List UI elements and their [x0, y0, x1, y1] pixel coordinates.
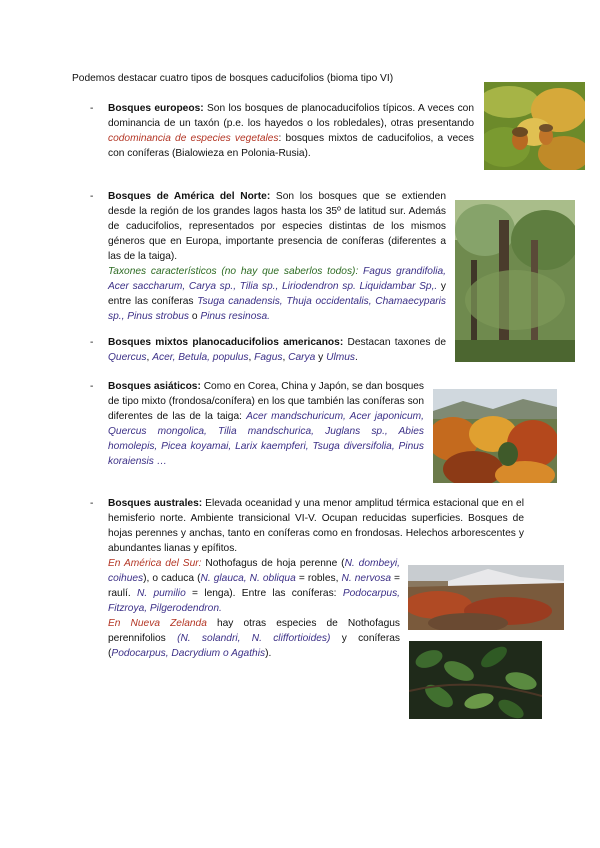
- body-text: hay otras especies de Nothofagus perennifolios: [108, 618, 401, 644]
- species-list: Quercus: [108, 352, 147, 363]
- body-text: Como en Corea, China y Japón, se dan bosques de tipo mixto (frondosa/conífera) en los que también las coníferas son diferentes de las de la taiga:: [108, 381, 424, 422]
- body-text: y entre las coníferas: [108, 281, 446, 307]
- section-austral-detail: [108, 556, 400, 661]
- bullet-dash: -: [90, 191, 94, 202]
- species-list: (N. solandri, N. cliffortioides): [177, 633, 331, 644]
- patagonia-lenga-photo: [408, 565, 564, 630]
- species-list: Ulmus: [326, 352, 355, 363]
- body-text: ).: [265, 648, 272, 659]
- body-text: Destacan taxones de: [343, 337, 446, 348]
- section-title: Bosques mixtos planocaducifolios americanos:: [108, 337, 344, 348]
- species-list: Tsuga canadensis, Thuja occidentalis, Chamaecyparis sp., Pinus strobus: [108, 296, 447, 322]
- body-text: ,: [282, 352, 289, 363]
- forest-photo: [455, 200, 575, 362]
- species-list: Pinus resinosa.: [200, 311, 270, 322]
- body-text: Elevada oceanidad y una menor amplitud térmica estacional que en el hemisferio norte. Ambiente transicional VI-V. Ocupan reducidas superficies. Bosques de hojas perennes y anchas, tanto en coníferas como en frondosas. Helechos arborescentes y abundantes lianas y epífitos.: [108, 498, 524, 554]
- body-text: : bosques mixtos de caducifolios, a veces con coníferas (Bialowieza en Polonia-Rusia).: [108, 133, 474, 159]
- body-text: = lenga). Entre las coníferas:: [185, 588, 343, 599]
- highlight-text: codominancia de especies vegetales: [108, 133, 279, 144]
- body-text: y: [315, 352, 327, 363]
- species-list: Fagus: [254, 352, 283, 363]
- body-text: = raulí.: [108, 573, 400, 599]
- body-text: ,: [248, 352, 255, 363]
- section-title: Bosques de América del Norte:: [108, 191, 271, 202]
- species-list: Podocarpus, Dacrydium o Agathis: [111, 648, 266, 659]
- bullet-dash: -: [90, 381, 94, 392]
- body-text: Son los bosques de planocaducifolios típicos. A veces con dominancia de un taxón (p.e. los hayedos o los robledales), otras presentando: [108, 103, 474, 129]
- bullet-dash: -: [90, 337, 94, 348]
- body-text: y coníferas (: [108, 633, 400, 659]
- body-text: o: [188, 311, 201, 322]
- nothofagus-leaves-photo: [409, 641, 542, 719]
- acorn-oak-photo: [484, 82, 585, 170]
- bullet-dash: -: [90, 498, 94, 509]
- species-list: N. nervosa: [341, 573, 391, 584]
- bullet-dash: -: [90, 103, 94, 114]
- section-europe-text: [108, 101, 474, 161]
- species-list: N. dombeyi, coihues: [108, 558, 401, 584]
- species-list: Podocarpus, Fitzroya, Pilgerodendron.: [108, 588, 401, 614]
- body-text: = robles,: [295, 573, 342, 584]
- species-list: Acer mandschuricum, Acer japonicum, Quercus mongolica, Tilia mandschurica, Juglans sp., Abies homolepis, Picea koyamai, Larix kaempferi, Tsuga diversifolia, Pinus koraiensis …: [108, 411, 424, 467]
- autumn-forest-photo: [433, 389, 557, 483]
- species-list: Acer, Betula, populus: [152, 352, 249, 363]
- region-label: En América del Sur:: [108, 558, 202, 569]
- section-mixed-american-text: [108, 335, 446, 365]
- species-list: Fagus grandifolia, Acer saccharum, Carya sp., Tilia sp., Liriodendron sp. Liquidambar Sp,.: [108, 266, 446, 292]
- section-austral-intro: [108, 496, 524, 556]
- species-list: N. glauca, N. obliqua: [200, 573, 296, 584]
- section-title: Bosques asiáticos:: [108, 381, 201, 392]
- body-text: Son los bosques que se extienden desde la región de los grandes lagos hasta los 35º de latitud sur. Además de caducifolios, representados por especies distintas de los mismos géneros que en Europa, importante presencia de coníferas (diferentes a las de la taiga).: [108, 191, 446, 262]
- section-title: Bosques europeos:: [108, 103, 204, 114]
- region-label: En Nueva Zelanda: [108, 618, 207, 629]
- species-list: Carya: [288, 352, 316, 363]
- taxa-heading: Taxones característicos (no hay que saberlos todos):: [108, 266, 359, 277]
- section-asian-text: [108, 379, 424, 469]
- body-text: ,: [146, 352, 153, 363]
- body-text: Nothofagus de hoja perenne (: [201, 558, 345, 569]
- intro-text: Podemos destacar cuatro tipos de bosques caducifolios (bioma tipo VI): [72, 73, 394, 84]
- body-text: .: [354, 352, 358, 363]
- section-north-america-text: [108, 189, 446, 324]
- species-list: N. pumilio: [136, 588, 186, 599]
- section-title: Bosques australes:: [108, 498, 203, 509]
- body-text: ), o caduca (: [143, 573, 201, 584]
